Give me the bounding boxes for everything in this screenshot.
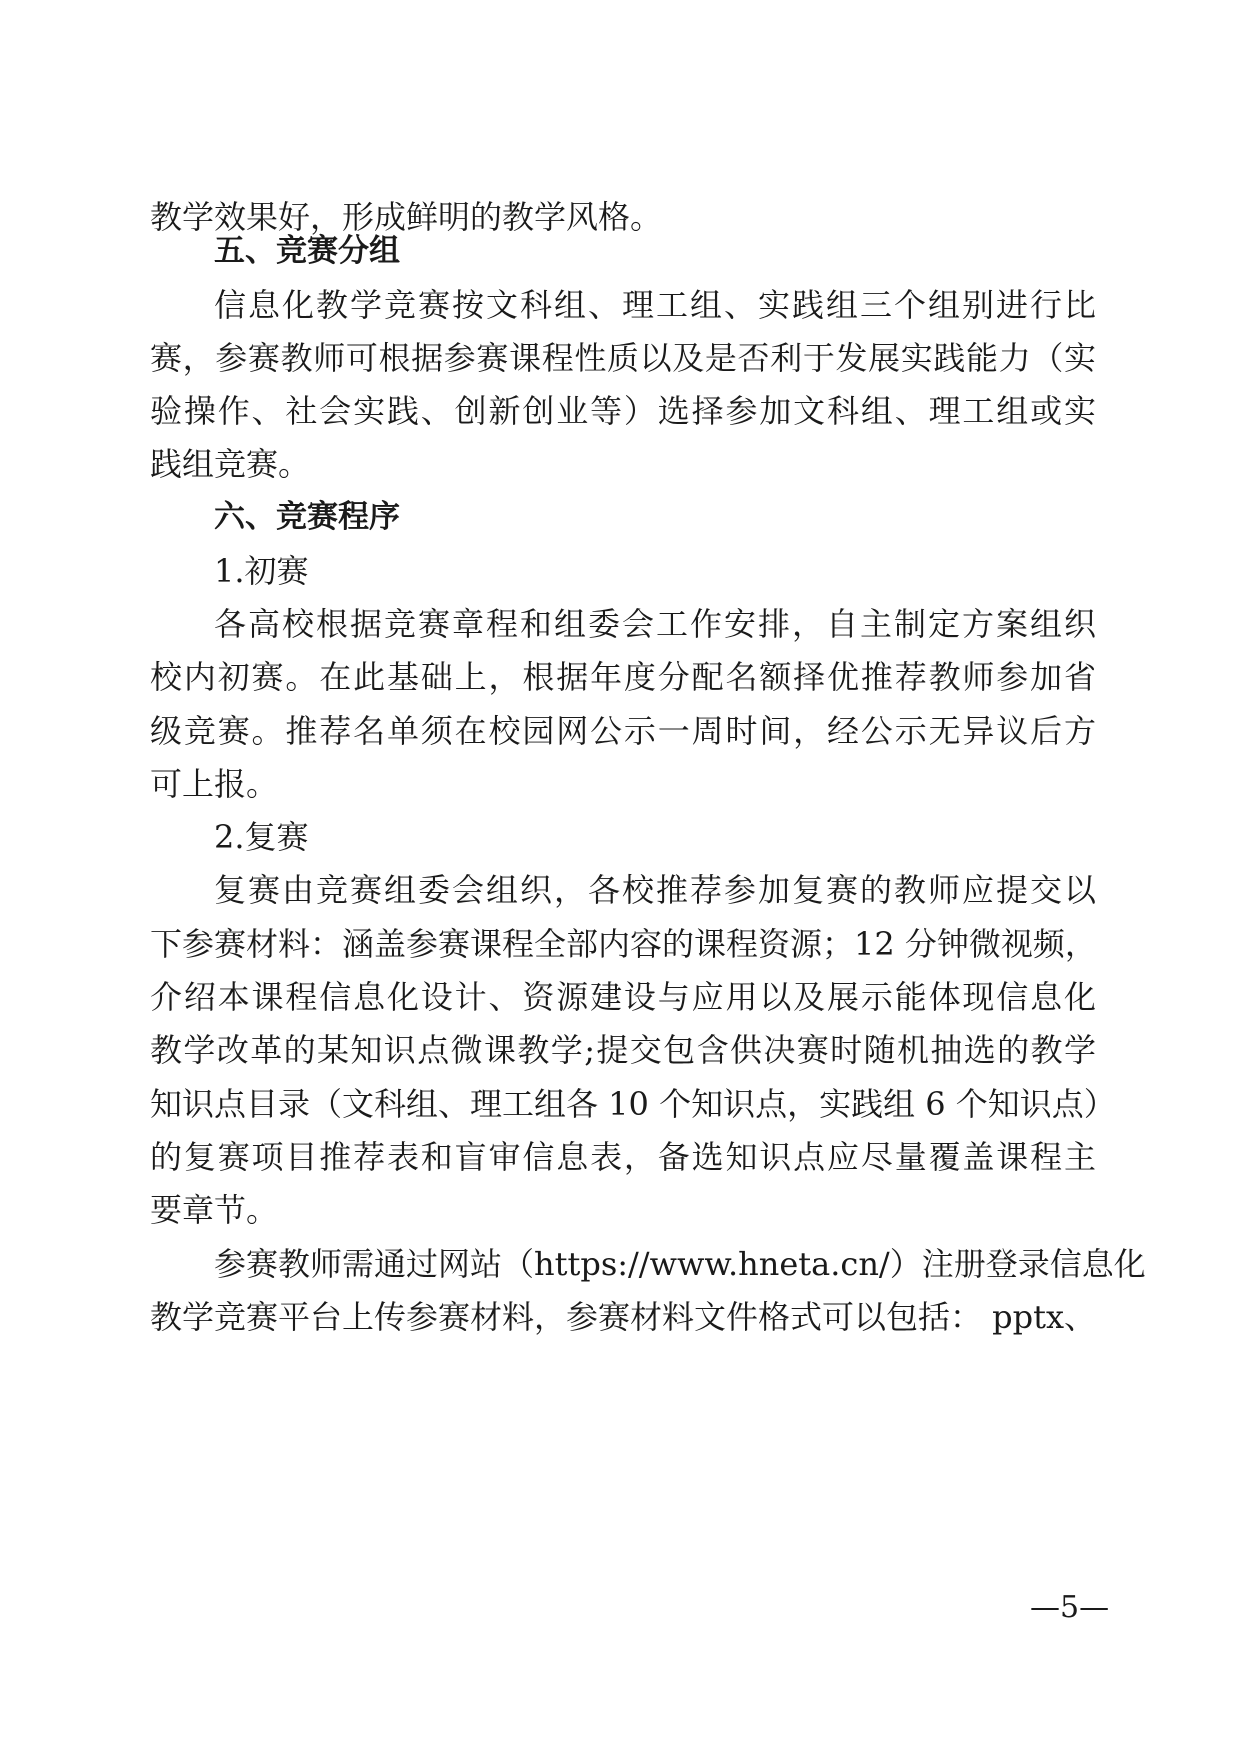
body-text-line: 教学竞赛平台上传参赛材料，参赛材料文件格式可以包括： pptx、 <box>150 1298 1097 1336</box>
body-text-line: 下参赛材料：涵盖参赛课程全部内容的课程资源；12 分钟微视频， <box>150 925 1097 963</box>
body-text-line: 介绍本课程信息化设计、资源建设与应用以及展示能体现信息化 <box>150 978 1096 1016</box>
body-text-line: 教学改革的某知识点微课教学;提交包含供决赛时随机抽选的教学 <box>150 1031 1096 1069</box>
body-text-line: 级竞赛。推荐名单须在校园网公示一周时间，经公示无异议后方 <box>150 712 1096 750</box>
subsection-heading: 1.初赛 <box>214 552 309 590</box>
body-text-line: 各高校根据竞赛章程和组委会工作安排，自主制定方案组织 <box>214 605 1096 643</box>
body-text-line: 校内初赛。在此基础上，根据年度分配名额择优推荐教师参加省 <box>150 658 1096 696</box>
body-text-line: 可上报。 <box>150 765 279 803</box>
subsection-heading: 2.复赛 <box>214 818 309 856</box>
body-text-line: 要章节。 <box>150 1191 279 1229</box>
body-text-line: 知识点目录（文科组、理工组各 10 个知识点，实践组 6 个知识点） <box>150 1085 1116 1123</box>
body-text-line: 信息化教学竞赛按文科组、理工组、实践组三个组别进行比 <box>214 286 1096 324</box>
body-text-line: 的复赛项目推荐表和盲审信息表，备选知识点应尽量覆盖课程主 <box>150 1138 1096 1176</box>
page-number: —5— <box>1030 1590 1110 1625</box>
body-text-line: 赛，参赛教师可根据参赛课程性质以及是否利于发展实践能力（实 <box>150 339 1096 377</box>
body-text-line: 践组竞赛。 <box>150 445 311 483</box>
body-text-line: 验操作、社会实践、创新创业等）选择参加文科组、理工组或实 <box>150 392 1096 430</box>
section-heading: 六、竞赛程序 <box>214 499 400 535</box>
body-text-line: 教学效果好，形成鲜明的教学风格。 <box>150 198 663 236</box>
section-heading: 五、竞赛分组 <box>214 233 400 269</box>
body-text-line: 复赛由竞赛组委会组织，各校推荐参加复赛的教师应提交以 <box>214 871 1096 909</box>
body-text-line: 参赛教师需通过网站（https://www.hneta.cn/）注册登录信息化 <box>214 1245 1146 1283</box>
